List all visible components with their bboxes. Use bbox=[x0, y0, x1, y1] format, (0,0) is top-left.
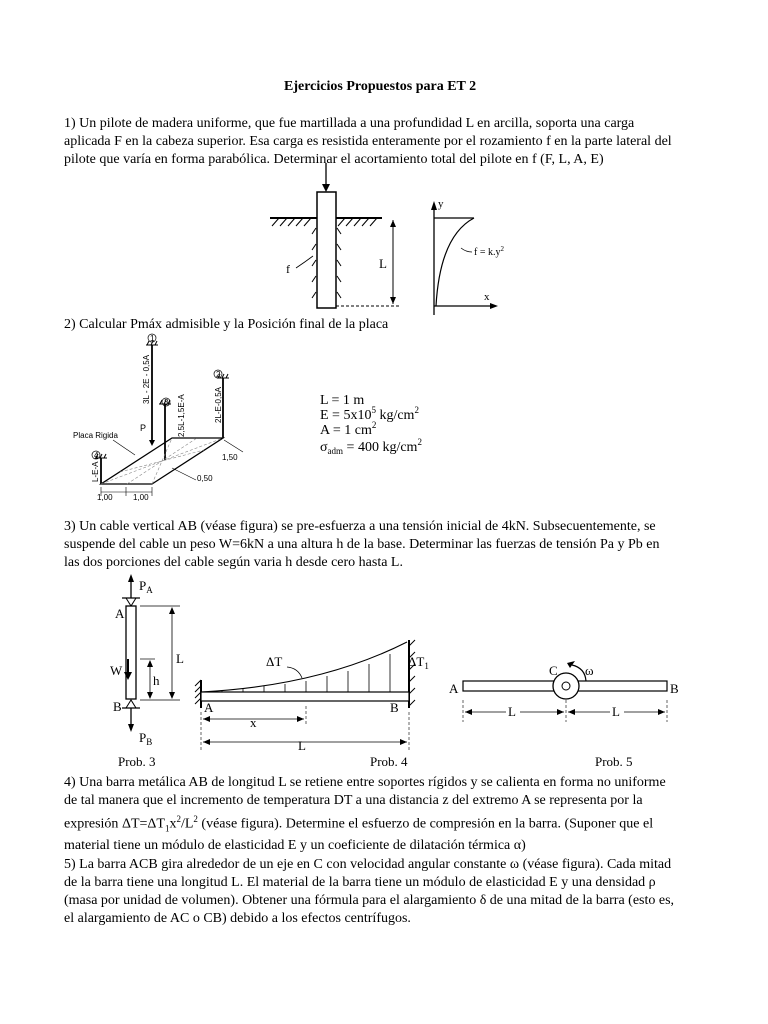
formula-L: /L bbox=[180, 816, 194, 832]
formula-sup-2: 2 bbox=[193, 814, 198, 824]
sigma-sub: adm bbox=[327, 446, 344, 456]
value-A-exp: 2 bbox=[371, 420, 377, 430]
text-line: 5) La barra ACB gira alrededor de un eje en C con velocidad angular constante ω (véase figura). Cada mitad bbox=[64, 857, 672, 872]
dim-1-00-b: 1,00 bbox=[133, 493, 149, 502]
weight-W: W bbox=[110, 663, 123, 678]
sigma-value: = 400 kg/cm bbox=[343, 440, 418, 455]
point-B: B bbox=[113, 699, 122, 714]
value-E-unit: kg/cm bbox=[375, 408, 415, 423]
force-PA-sub: A bbox=[146, 585, 153, 595]
caption-prob-5: Prob. 5 bbox=[595, 754, 633, 769]
node-4: 4 bbox=[94, 451, 99, 460]
problem-4-text bbox=[64, 774, 724, 855]
value-L: L = 1 m bbox=[320, 393, 365, 408]
length-L-3: L bbox=[176, 651, 184, 666]
page-title: Ejercicios Propuestos para ET 2 bbox=[284, 79, 477, 94]
value-A-text: A = 1 cm bbox=[320, 423, 372, 438]
prob-5-rotating-bar bbox=[449, 661, 679, 769]
formula-rest: (véase figura). Determine el esfuerzo de compresión en la barra. (Suponer que el bbox=[197, 816, 654, 832]
distance-x: x bbox=[250, 715, 257, 730]
text-line: las dos porciones del cable según varia h desde cero hasta L. bbox=[64, 555, 403, 570]
dim-1-00-a: 1,00 bbox=[97, 493, 113, 502]
load-P: P bbox=[140, 423, 147, 433]
bar-2-label: 2L-E-0,5A bbox=[214, 386, 223, 423]
sigma-symbol: σ bbox=[320, 440, 328, 455]
prob-3-cable bbox=[110, 574, 184, 769]
text-line: de tal manera que el incremento de temperatura DT a una distancia z del extremo A se representa por la bbox=[64, 793, 643, 808]
length-L-5a: L bbox=[508, 704, 516, 719]
text-line: 1) Un pilote de madera uniforme, que fue martillada a una profundidad L en arcilla, soporta una carga bbox=[64, 116, 635, 131]
dim-1-50: 1,50 bbox=[222, 453, 238, 462]
sigma-exp: 2 bbox=[417, 437, 422, 447]
text-line: suspende del cable un peso W=6kN a una altura h de la base. Determinar las fuerzas de tensión Pa y Pb en bbox=[64, 537, 660, 552]
text-line: aplicada F en la cabeza superior. Esa carga es resistida enteramente por el rozamiento f en la parte lateral del bbox=[64, 134, 672, 149]
height-h: h bbox=[153, 673, 160, 688]
node-2: 2 bbox=[216, 370, 221, 379]
force-PB-text: P bbox=[139, 730, 147, 745]
node-3: 3 bbox=[164, 398, 169, 407]
formula-sub: 1 bbox=[164, 823, 170, 834]
point-B-5: B bbox=[670, 681, 679, 696]
dim-0-50: 0,50 bbox=[197, 474, 213, 483]
node-1: 1 bbox=[150, 334, 155, 343]
point-A-4: A bbox=[204, 700, 214, 715]
length-label: L bbox=[379, 256, 387, 271]
point-A-5: A bbox=[449, 681, 459, 696]
friction-law-text: f = k.y bbox=[474, 247, 501, 258]
problem-2-text: 2) Calcular Pmáx admisible y la Posición final de la placa bbox=[64, 317, 389, 332]
point-A: A bbox=[115, 606, 125, 621]
formula-x: x bbox=[169, 816, 177, 832]
caption-prob-3: Prob. 3 bbox=[118, 754, 156, 769]
point-B-4: B bbox=[390, 700, 399, 715]
delta-T1-text: ΔT bbox=[408, 654, 425, 669]
formula-sup: 2 bbox=[176, 814, 181, 824]
text-line: de la barra tiene una longitud L. El material de la barra tiene un módulo de elasticidad E y una densidad ρ bbox=[64, 875, 656, 890]
placa-label: Placa Rigida bbox=[73, 431, 118, 440]
delta-T1-label bbox=[408, 654, 429, 671]
problem-5-text bbox=[64, 856, 724, 928]
force-PB bbox=[139, 730, 152, 747]
omega-label: ω bbox=[585, 663, 594, 678]
force-PA-text: P bbox=[139, 578, 147, 593]
caption-prob-4: Prob. 4 bbox=[370, 754, 408, 769]
bar-1-label: 3L - 2E - 0,5A bbox=[142, 354, 151, 404]
bar-4-label: L-E-A bbox=[91, 461, 100, 482]
value-E-exp2: 2 bbox=[414, 405, 419, 415]
force-PA bbox=[139, 578, 153, 595]
prob-4-bar bbox=[195, 640, 429, 769]
friction-law-exponent: 2 bbox=[500, 245, 504, 253]
text-line: el alargamiento de AC o CB) debido a los efectos centrífugos. bbox=[64, 911, 411, 926]
length-L-5b: L bbox=[612, 704, 620, 719]
friction-label: f bbox=[286, 262, 290, 276]
value-E-text: E = 5x10 bbox=[320, 408, 372, 423]
length-L-4: L bbox=[298, 738, 306, 753]
text-line bbox=[64, 810, 724, 837]
text-line: 4) Una barra metálica AB de longitud L se retiene entre soportes rígidos y se calienta en forma no uniforme bbox=[64, 775, 666, 790]
y-axis-label: y bbox=[438, 198, 444, 210]
value-E-exp: 5 bbox=[371, 405, 376, 415]
text-line: material tiene un módulo de elasticidad E y un coeficiente de dilatación térmica α) bbox=[64, 838, 526, 854]
x-axis-label: x bbox=[484, 291, 490, 303]
delta-T1-sub: 1 bbox=[424, 661, 429, 671]
bar-3-label: 2,5L-1,5E-A bbox=[177, 394, 186, 437]
force-PB-sub: B bbox=[146, 737, 153, 747]
text-line: (masa por unidad de volumen). Obtener una fórmula para el alargamiento δ de una mitad de la barra (esto es, bbox=[64, 893, 675, 908]
text-line: 3) Un cable vertical AB (véase figura) se pre-esfuerza a una tensión inicial de 4kN. Subsecuentemente, se bbox=[64, 519, 656, 534]
formula-delta: ΔT=ΔT bbox=[121, 816, 165, 832]
pivot-C: C bbox=[549, 663, 558, 678]
delta-T-label: ΔT bbox=[266, 654, 283, 669]
formula-intro: expresión bbox=[64, 816, 122, 832]
text-line: pilote que varía en forma parabólica. Determinar el acortamiento total del pilote en f (F, L, A, E) bbox=[64, 152, 604, 167]
